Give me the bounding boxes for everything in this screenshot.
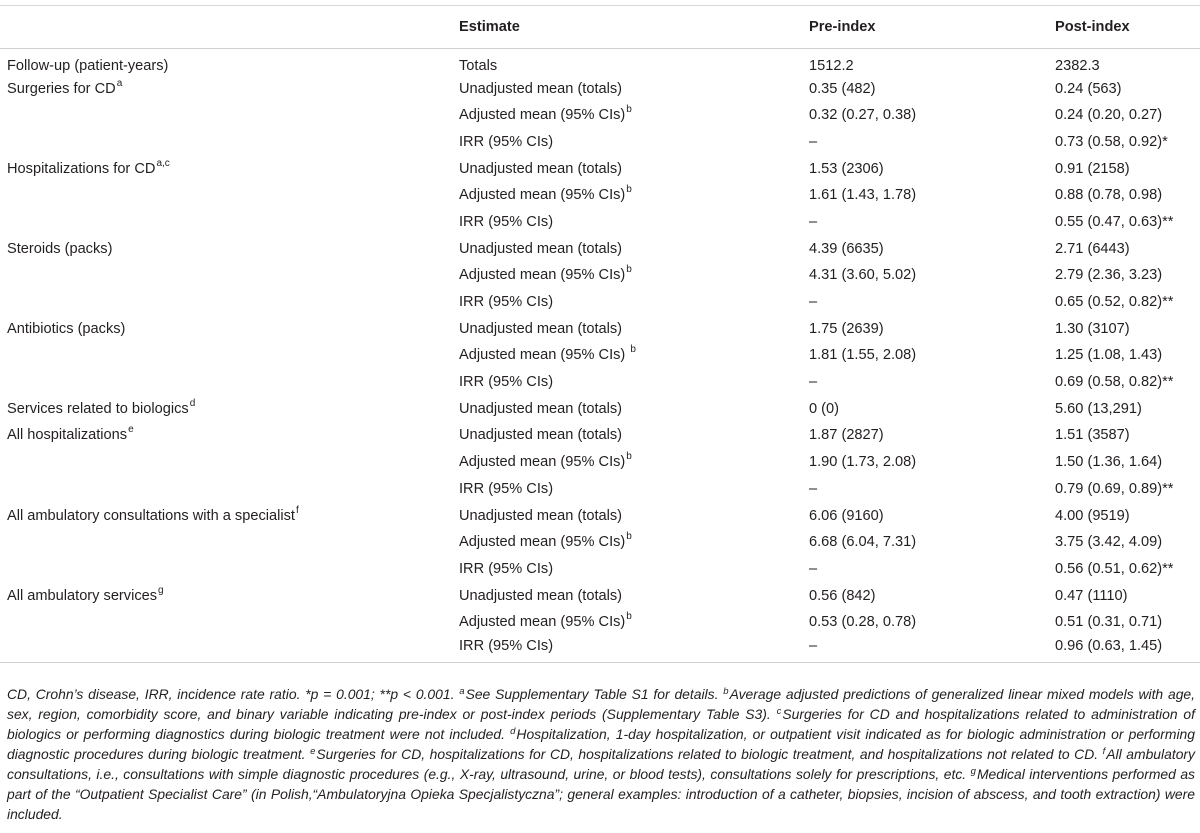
row-pre-index-text: 1.90 (1.73, 2.08) (809, 454, 917, 471)
table-row (0, 502, 1200, 529)
row-estimate-text: Unadjusted mean (totals) (459, 427, 623, 444)
row-post-index (1055, 449, 1200, 476)
row-label (0, 129, 459, 156)
row-post-index-text: 0.47 (1110) (1055, 587, 1128, 604)
row-pre-index (809, 315, 1055, 342)
row-pre-index-text: 1.87 (2827) (809, 427, 884, 444)
row-label-text: Services related to biologics (7, 400, 189, 417)
table-row (0, 209, 1200, 236)
row-label-superscript: a,c (156, 157, 170, 169)
row-label (0, 182, 459, 209)
row-post-index-text: 0.73 (0.58, 0.92)* (1055, 133, 1168, 150)
footnote-text: All ambulatory consultations, i.e., consultations with simple diagnostic procedures (e.g., X-ray, ultrasound, urine, or blood tests), consultations solely for prescriptions, etc. (7, 746, 1196, 782)
row-post-index (1055, 636, 1200, 663)
row-estimate (459, 529, 809, 556)
row-pre-index-text: 1512.2 (809, 58, 854, 75)
table-row (0, 449, 1200, 476)
row-estimate-text: Unadjusted mean (totals) (459, 160, 623, 177)
table-row (0, 315, 1200, 342)
table-row (0, 636, 1200, 663)
row-label (0, 582, 459, 609)
row-label (0, 502, 459, 529)
row-pre-index-text: 6.06 (9160) (809, 507, 884, 524)
row-pre-index (809, 529, 1055, 556)
row-estimate-text: Adjusted mean (95% CIs) (459, 107, 626, 124)
row-post-index (1055, 235, 1200, 262)
table-row (0, 609, 1200, 636)
row-estimate-superscript: b (626, 531, 632, 543)
row-estimate (459, 155, 809, 182)
row-pre-index (809, 476, 1055, 503)
row-post-index (1055, 369, 1200, 396)
table-row (0, 342, 1200, 369)
table-row (0, 49, 1200, 76)
row-pre-index-text: 0 (0) (809, 400, 840, 417)
row-estimate (459, 102, 809, 129)
row-post-index-text: 0.55 (0.47, 0.63)** (1055, 213, 1174, 230)
row-post-index-text: 5.60 (13,291) (1055, 400, 1142, 417)
row-pre-index (809, 582, 1055, 609)
row-estimate (459, 49, 809, 76)
row-label (0, 636, 459, 663)
footnote-abbreviations: CD, Crohn’s disease, IRR, incidence rate ratio. *p = 0.001; **p < 0.001. (7, 686, 455, 702)
row-post-index-text: 1.25 (1.08, 1.43) (1055, 347, 1163, 364)
row-label (0, 609, 459, 636)
row-estimate (459, 476, 809, 503)
row-pre-index-text: 4.39 (6635) (809, 240, 884, 257)
row-estimate (459, 556, 809, 583)
row-post-index-text: 0.88 (0.78, 0.98) (1055, 187, 1163, 204)
row-label (0, 75, 459, 102)
row-label (0, 102, 459, 129)
header-pre-index: Pre-index (809, 6, 1055, 49)
row-estimate-text: IRR (95% CIs) (459, 213, 554, 230)
row-label (0, 556, 459, 583)
footnote-mark: d (510, 726, 516, 737)
row-post-index-text: 0.56 (0.51, 0.62)** (1055, 560, 1174, 577)
row-estimate (459, 182, 809, 209)
row-pre-index-text: 0.32 (0.27, 0.38) (809, 107, 917, 124)
row-estimate (459, 262, 809, 289)
table-row (0, 102, 1200, 129)
row-post-index (1055, 129, 1200, 156)
table-row (0, 395, 1200, 422)
row-post-index (1055, 476, 1200, 503)
table-row (0, 422, 1200, 449)
row-estimate-text: Adjusted mean (95% CIs) (459, 454, 626, 471)
footnote-text: See Supplementary Table S1 for details. (465, 686, 719, 702)
row-pre-index-text: – (809, 213, 818, 230)
row-post-index-text: 2.79 (2.36, 3.23) (1055, 267, 1163, 284)
row-estimate-text: Totals (459, 58, 498, 75)
row-estimate-superscript: b (626, 264, 632, 276)
row-pre-index (809, 209, 1055, 236)
row-label (0, 315, 459, 342)
row-post-index (1055, 102, 1200, 129)
table-row (0, 235, 1200, 262)
row-estimate (459, 342, 809, 369)
row-label-superscript: g (158, 584, 164, 596)
row-pre-index (809, 556, 1055, 583)
row-post-index (1055, 556, 1200, 583)
row-estimate (459, 609, 809, 636)
footnote-mark: a (459, 686, 465, 697)
row-post-index-text: 1.50 (1.36, 1.64) (1055, 454, 1163, 471)
row-post-index-text: 0.65 (0.52, 0.82)** (1055, 294, 1174, 311)
footnote-text: Average adjusted predictions of generalized linear mixed models with age, sex, region, comorbidity score, and binary variable indicating pre-index or post-index periods (Supplementary Table S3). (7, 686, 1195, 722)
row-label (0, 155, 459, 182)
footnote-text: Hospitalization, 1-day hospitalization, or outpatient visit indicated as for biologic administration or performing diagnostic procedures during biologic treatment. (7, 726, 1196, 762)
row-pre-index (809, 502, 1055, 529)
row-label (0, 369, 459, 396)
row-label-text: Steroids (packs) (7, 240, 113, 257)
row-pre-index-text: 0.35 (482) (809, 80, 876, 97)
row-post-index-text: 1.51 (3587) (1055, 427, 1130, 444)
table-row (0, 75, 1200, 102)
row-estimate-text: Unadjusted mean (totals) (459, 587, 623, 604)
row-estimate-text: Adjusted mean (95% CIs) (459, 534, 626, 551)
row-estimate-text: Unadjusted mean (totals) (459, 80, 623, 97)
row-pre-index (809, 235, 1055, 262)
row-pre-index-text: – (809, 374, 818, 391)
row-post-index-text: 0.96 (0.63, 1.45) (1055, 637, 1163, 654)
table-row (0, 262, 1200, 289)
row-label-text: All hospitalizations (7, 427, 128, 444)
table-row (0, 556, 1200, 583)
row-label (0, 342, 459, 369)
row-estimate-text: Adjusted mean (95% CIs) (459, 267, 626, 284)
row-label-text: Follow-up (patient-years) (7, 58, 169, 75)
row-post-index (1055, 609, 1200, 636)
row-post-index (1055, 582, 1200, 609)
row-post-index (1055, 49, 1200, 76)
row-post-index (1055, 342, 1200, 369)
row-estimate-text: Unadjusted mean (totals) (459, 320, 623, 337)
row-pre-index-text: 0.53 (0.28, 0.78) (809, 614, 917, 631)
row-pre-index (809, 422, 1055, 449)
row-estimate-superscript: b (630, 344, 636, 356)
row-pre-index-text: 1.61 (1.43, 1.78) (809, 187, 917, 204)
row-label-superscript: f (295, 504, 299, 516)
row-pre-index (809, 155, 1055, 182)
table-row (0, 182, 1200, 209)
row-estimate-text: Unadjusted mean (totals) (459, 400, 623, 417)
row-pre-index (809, 182, 1055, 209)
header-post-index: Post-index (1055, 6, 1200, 49)
row-estimate (459, 289, 809, 316)
row-estimate-text: IRR (95% CIs) (459, 133, 554, 150)
row-post-index (1055, 155, 1200, 182)
row-pre-index-text: 1.81 (1.55, 2.08) (809, 347, 917, 364)
row-pre-index-text: 0.56 (842) (809, 587, 876, 604)
row-estimate-text: Unadjusted mean (totals) (459, 507, 623, 524)
row-label-text: Surgeries for CD (7, 80, 116, 97)
row-estimate-text: IRR (95% CIs) (459, 294, 554, 311)
row-pre-index (809, 342, 1055, 369)
row-post-index-text: 2382.3 (1055, 58, 1100, 75)
row-label (0, 289, 459, 316)
row-pre-index (809, 609, 1055, 636)
row-pre-index (809, 129, 1055, 156)
row-post-index (1055, 262, 1200, 289)
row-estimate-text: Adjusted mean (95% CIs) (459, 347, 630, 364)
row-estimate-text: Adjusted mean (95% CIs) (459, 187, 626, 204)
table-row (0, 289, 1200, 316)
row-post-index-text: 2.71 (6443) (1055, 240, 1130, 257)
row-estimate-superscript: b (626, 104, 632, 116)
row-pre-index (809, 262, 1055, 289)
row-pre-index-text: 1.53 (2306) (809, 160, 884, 177)
results-table (0, 5, 1200, 663)
table-footnote (7, 684, 1195, 824)
row-estimate-text: IRR (95% CIs) (459, 480, 554, 497)
row-pre-index (809, 75, 1055, 102)
row-label (0, 529, 459, 556)
row-post-index (1055, 209, 1200, 236)
footnote-text: Medical interventions performed as part of the “Outpatient Specialist Care” (in Polish,“Ambulatoryjna Opieka Specjalistyczna”; general examples: introduction of a catheter, biopsies, incision of abscess, and tooth extraction) were included. (7, 766, 1195, 822)
row-estimate (459, 582, 809, 609)
row-estimate (459, 422, 809, 449)
row-estimate (459, 395, 809, 422)
row-estimate-text: IRR (95% CIs) (459, 637, 554, 654)
row-pre-index-text: – (809, 480, 818, 497)
footnote-mark: g (970, 766, 976, 777)
row-post-index-text: 0.51 (0.31, 0.71) (1055, 614, 1163, 631)
row-estimate-superscript: b (626, 184, 632, 196)
table-header-row (0, 6, 1200, 49)
row-label (0, 395, 459, 422)
table-row (0, 582, 1200, 609)
footnote-mark: e (310, 746, 316, 757)
footnote-text: Surgeries for CD, hospitalizations for CD, hospitalizations related to biologic treatment, and hospitalizations not related to CD. (316, 746, 1099, 762)
row-post-index (1055, 529, 1200, 556)
row-post-index (1055, 395, 1200, 422)
row-pre-index-text: – (809, 637, 818, 654)
row-label-superscript: a (116, 77, 123, 89)
row-label-text: All ambulatory services (7, 587, 158, 604)
row-estimate-superscript: b (626, 451, 632, 463)
row-estimate-text: IRR (95% CIs) (459, 560, 554, 577)
row-estimate (459, 235, 809, 262)
row-pre-index (809, 289, 1055, 316)
table-row (0, 529, 1200, 556)
row-label (0, 209, 459, 236)
table-row (0, 369, 1200, 396)
row-post-index-text: 0.24 (563) (1055, 80, 1122, 97)
row-estimate (459, 75, 809, 102)
row-estimate (459, 636, 809, 663)
table-row (0, 155, 1200, 182)
row-pre-index (809, 395, 1055, 422)
row-estimate (459, 449, 809, 476)
row-label (0, 262, 459, 289)
row-label-text: All ambulatory consultations with a specialist (7, 507, 295, 524)
row-estimate-text: Adjusted mean (95% CIs) (459, 614, 626, 631)
row-pre-index-text: – (809, 560, 818, 577)
header-estimate: Estimate (459, 6, 809, 49)
row-estimate-superscript: b (626, 611, 632, 623)
table-row (0, 129, 1200, 156)
table-body (0, 49, 1200, 663)
row-pre-index-text: – (809, 294, 818, 311)
row-estimate (459, 369, 809, 396)
row-pre-index (809, 369, 1055, 396)
footnote-mark: f (1102, 746, 1106, 757)
row-pre-index (809, 102, 1055, 129)
row-label (0, 235, 459, 262)
row-estimate (459, 129, 809, 156)
row-estimate (459, 315, 809, 342)
row-post-index-text: 4.00 (9519) (1055, 507, 1130, 524)
footnote-text: Surgeries for CD and hospitalizations related to administration of biologics or performing diagnostics during biologic treatment were not included. (7, 706, 1195, 742)
table-row (0, 476, 1200, 503)
row-label-superscript: e (128, 424, 134, 436)
row-post-index (1055, 315, 1200, 342)
row-post-index-text: 0.91 (2158) (1055, 160, 1130, 177)
row-pre-index (809, 49, 1055, 76)
row-pre-index-text: – (809, 133, 818, 150)
row-post-index-text: 0.24 (0.20, 0.27) (1055, 107, 1163, 124)
row-label (0, 449, 459, 476)
row-estimate-text: IRR (95% CIs) (459, 374, 554, 391)
row-post-index-text: 3.75 (3.42, 4.09) (1055, 534, 1163, 551)
row-post-index-text: 1.30 (3107) (1055, 320, 1130, 337)
row-post-index-text: 0.69 (0.58, 0.82)** (1055, 374, 1174, 391)
row-pre-index-text: 6.68 (6.04, 7.31) (809, 534, 917, 551)
row-label (0, 422, 459, 449)
row-estimate (459, 502, 809, 529)
row-post-index (1055, 75, 1200, 102)
row-label (0, 49, 459, 76)
row-label-text: Antibiotics (packs) (7, 320, 126, 337)
row-label-superscript: d (189, 397, 196, 409)
row-post-index (1055, 422, 1200, 449)
header-label (0, 6, 459, 49)
row-post-index (1055, 502, 1200, 529)
row-estimate (459, 209, 809, 236)
row-post-index (1055, 289, 1200, 316)
row-label (0, 476, 459, 503)
row-estimate-text: Unadjusted mean (totals) (459, 240, 623, 257)
row-post-index (1055, 182, 1200, 209)
footnote-mark: c (776, 706, 782, 717)
row-pre-index-text: 1.75 (2639) (809, 320, 884, 337)
row-pre-index-text: 4.31 (3.60, 5.02) (809, 267, 917, 284)
row-pre-index (809, 449, 1055, 476)
row-label-text: Hospitalizations for CD (7, 160, 156, 177)
row-post-index-text: 0.79 (0.69, 0.89)** (1055, 480, 1174, 497)
row-pre-index (809, 636, 1055, 663)
footnote-mark: b (723, 686, 729, 697)
